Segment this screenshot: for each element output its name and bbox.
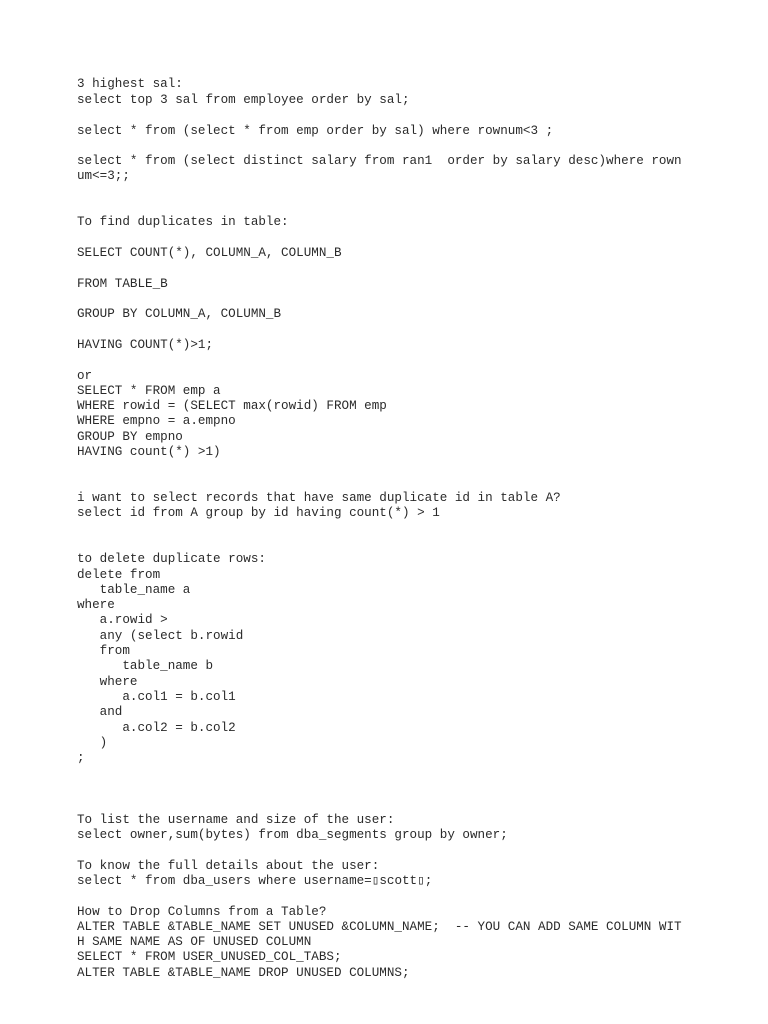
query-col1-match: a.col1 = b.col1 [77, 690, 236, 704]
query-col2-match: a.col2 = b.col2 [77, 721, 236, 735]
query-user-unused-col-tabs: SELECT * FROM USER_UNUSED_COL_TABS; [77, 950, 342, 964]
query-select-emp-a: SELECT * FROM emp a [77, 384, 221, 398]
query-having-count-empno: HAVING count(*) >1) [77, 445, 221, 459]
query-set-unused-cont: H SAME NAME AS OF UNUSED COLUMN [77, 935, 312, 949]
query-group-by-empno: GROUP BY empno [77, 430, 183, 444]
query-top-3-sal: select top 3 sal from employee order by sal; [77, 93, 410, 107]
query-table-name-a: table_name a [77, 583, 191, 597]
query-inner-where: where [77, 675, 138, 689]
heading-user-details: To know the full details about the user: [77, 859, 380, 873]
heading-3-highest-sal: 3 highest sal: [77, 77, 183, 91]
text-or: or [77, 369, 93, 383]
query-where-empno: WHERE empno = a.empno [77, 414, 236, 428]
query-table-name-b: table_name b [77, 659, 214, 673]
heading-drop-columns: How to Drop Columns from a Table? [77, 905, 327, 919]
query-close-paren: ) [77, 736, 108, 750]
query-distinct-salary-cont: um<=3;; [77, 169, 130, 183]
query-semicolon: ; [77, 751, 85, 765]
query-drop-unused-columns: ALTER TABLE &TABLE_NAME DROP UNUSED COLUMNS; [77, 966, 410, 980]
query-distinct-salary: select * from (select distinct salary from ran1 order by salary desc)where rown [77, 154, 682, 168]
query-a-rowid: a.rowid > [77, 613, 168, 627]
query-select-count: SELECT COUNT(*), COLUMN_A, COLUMN_B [77, 246, 342, 260]
query-group-by: GROUP BY COLUMN_A, COLUMN_B [77, 307, 282, 321]
question-same-duplicate-id: i want to select records that have same duplicate id in table A? [77, 491, 561, 505]
query-where: where [77, 598, 115, 612]
query-dba-segments: select owner,sum(bytes) from dba_segments group by owner; [77, 828, 508, 842]
query-from: from [77, 644, 130, 658]
heading-list-username-size: To list the username and size of the user: [77, 813, 395, 827]
heading-find-duplicates: To find duplicates in table: [77, 215, 289, 229]
query-where-rowid: WHERE rowid = (SELECT max(rowid) FROM emp [77, 399, 387, 413]
query-delete-from: delete from [77, 568, 161, 582]
query-rownum-lt-3: select * from (select * from emp order by sal) where rownum<3 ; [77, 124, 554, 138]
query-having-count: HAVING COUNT(*)>1; [77, 338, 214, 352]
query-select-id-group: select id from A group by id having count(*) > 1 [77, 506, 440, 520]
query-from-table-b: FROM TABLE_B [77, 277, 168, 291]
query-any-select: any (select b.rowid [77, 629, 244, 643]
heading-delete-duplicates: to delete duplicate rows: [77, 552, 266, 566]
query-set-unused: ALTER TABLE &TABLE_NAME SET UNUSED &COLUMN_NAME; -- YOU CAN ADD SAME COLUMN WIT [77, 920, 682, 934]
query-dba-users: select * from dba_users where username=▯scott▯; [77, 874, 433, 888]
query-and: and [77, 705, 123, 719]
